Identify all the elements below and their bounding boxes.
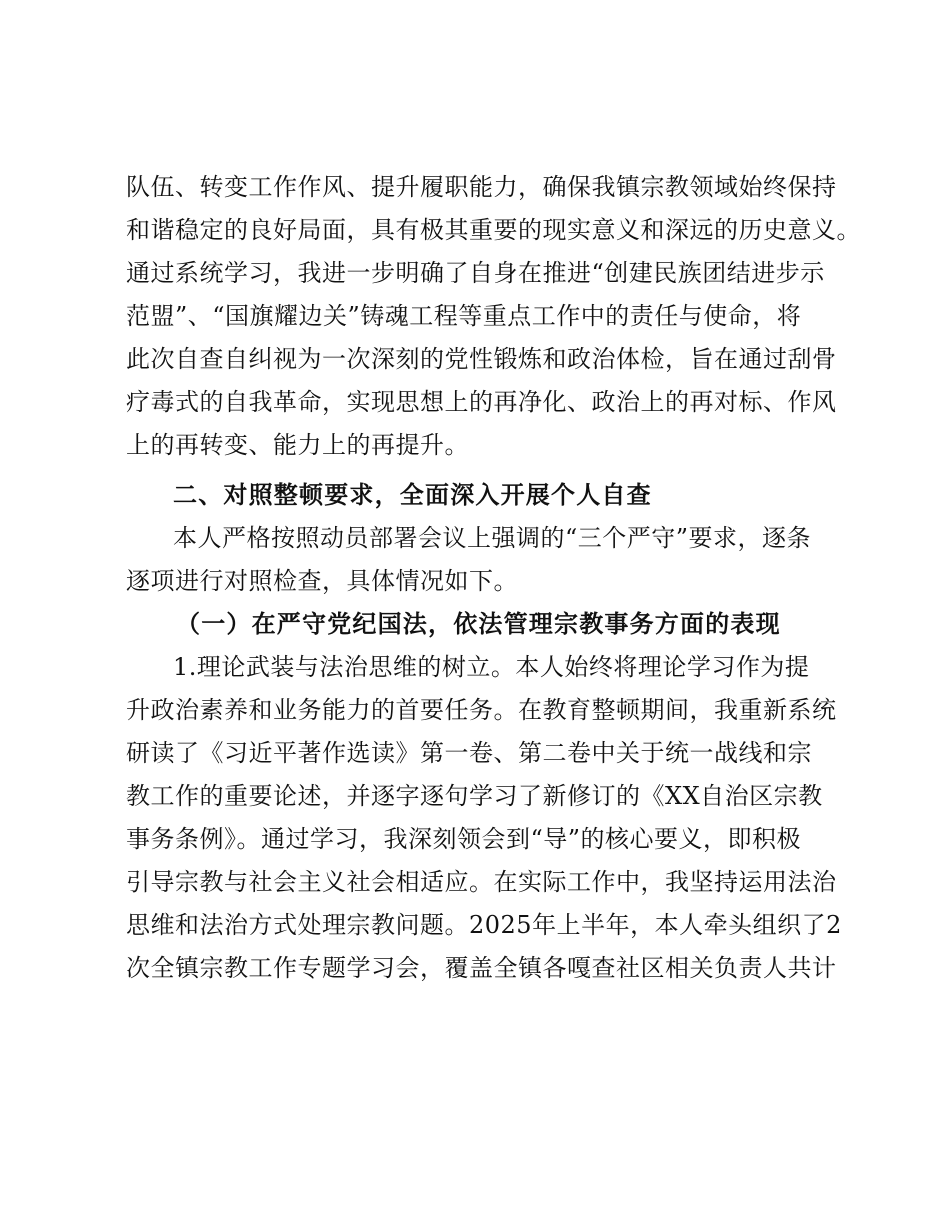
subsection-heading: （一）在严守党纪国法，依法管理宗教事务方面的表现 [176,610,781,638]
paragraph-line: 疗毒式的自我革命，实现思想上的再净化、政治上的再对标、作风 [126,388,837,416]
paragraph-line: 通过系统学习，我进一步明确了自身在推进“创建民族团结进步示 [126,259,825,287]
paragraph-line: 和谐稳定的良好局面，具有极其重要的现实意义和深远的历史意义。 [126,216,861,244]
paragraph-line: 逐项进行对照检查，具体情况如下。 [126,567,518,595]
paragraph-line: 1.理论武装与法治思维的树立。本人始终将理论学习作为提 [173,653,810,681]
paragraph-line: 此次自查自纠视为一次深刻的党性锻炼和政治体检，旨在通过刮骨 [126,345,837,373]
paragraph-line: 研读了《习近平著作选读》第一卷、第二卷中关于统一战线和宗 [126,739,812,767]
paragraph-line: 上的再转变、能力上的再提升。 [126,431,469,459]
paragraph-line: 次全镇宗教工作专题学习会，覆盖全镇各嘎查社区相关负责人共计 [126,954,837,982]
paragraph-line: 事务条例》。通过学习，我深刻领会到“导”的核心要义，即积极 [126,825,802,853]
paragraph-line: 引导宗教与社会主义社会相适应。在实际工作中，我坚持运用法治 [126,868,837,896]
paragraph-line: 教工作的重要论述，并逐字逐句学习了新修订的《XX自治区宗教 [126,782,823,810]
paragraph-line: 队伍、转变工作作风、提升履职能力，确保我镇宗教领域始终保持 [126,173,837,201]
paragraph-line: 本人严格按照动员部署会议上强调的“三个严守”要求，逐条 [173,524,812,552]
paragraph-line: 范盟”、“国旗耀边关”铸魂工程等重点工作中的责任与使命，将 [126,302,802,330]
paragraph-line: 思维和法治方式处理宗教问题。2025年上半年，本人牵头组织了2 [126,911,842,939]
section-heading: 二、对照整顿要求，全面深入开展个人自查 [173,481,652,509]
paragraph-line: 升政治素养和业务能力的首要任务。在教育整顿期间，我重新系统 [126,696,837,724]
